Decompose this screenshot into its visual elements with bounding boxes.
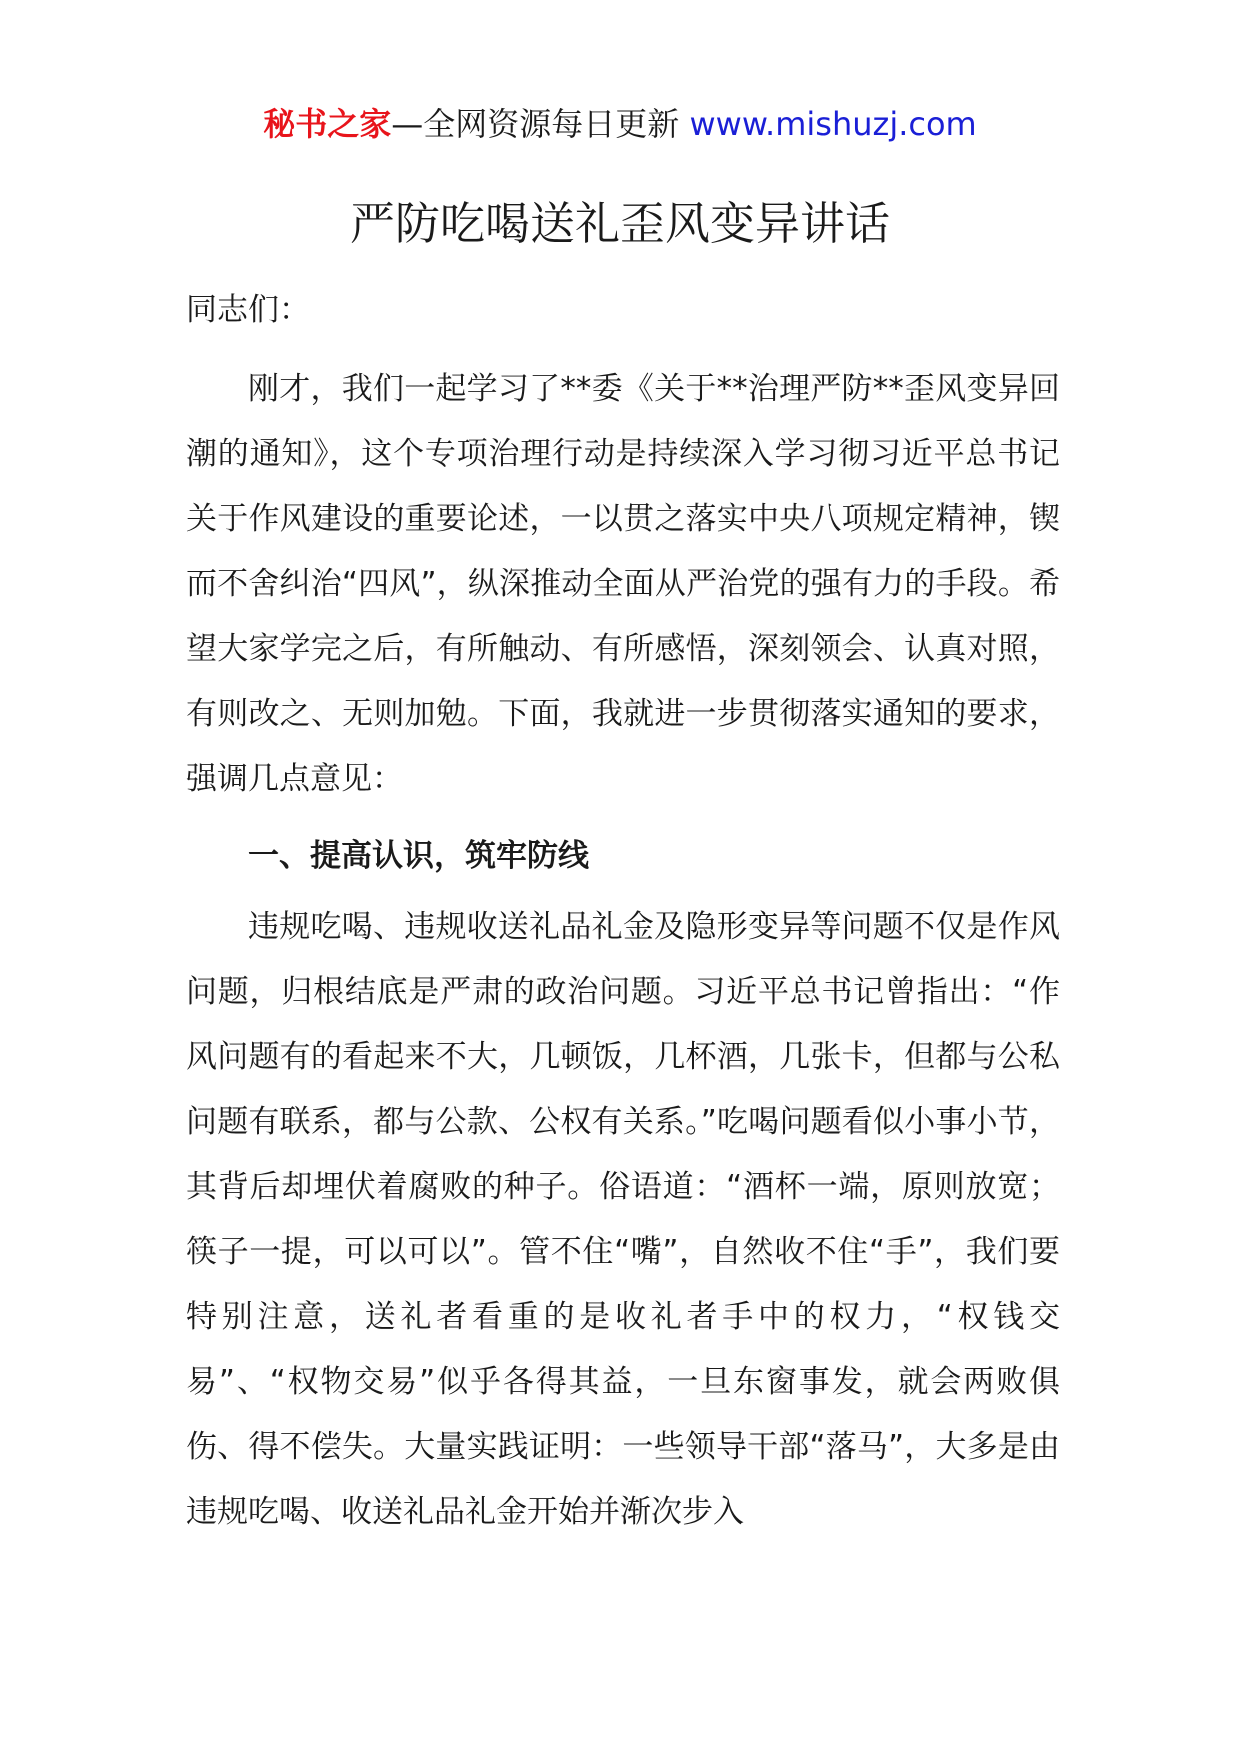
- website-link[interactable]: www.mishuzj.com: [689, 105, 977, 143]
- document-title: 严防吃喝送礼歪风变异讲话: [349, 197, 890, 250]
- section-paragraph: 违规吃喝、违规收送礼品礼金及隐形变异等问题不仅是作风问题，归根结底是严肃的政治问题。习近平总书记曾指出：“作风问题有的看起来不大，几顿饭，几杯酒，几张卡，但都与公私问题有联系，都与公款、公权有关系。”吃喝问题看似小事小节，其背后却埋伏着腐败的种子。俗语道：“酒杯一端，原则放宽；筷子一提，可以可以”。管不住“嘴”，自然收不住“手”，我们要特别注意，送礼者看重的是收礼者手中的权力，“权钱交易”、“权物交易”似乎各得其益，一旦东窗事发，就会两败俱伤、得不偿失。大量实践证明：一些领导干部“落马”，大多是由违规吃喝、收送礼品礼金开始并渐次步入: [186, 909, 1060, 1530]
- brand-name: 秘书之家: [263, 105, 392, 143]
- intro-paragraph: 刚才，我们一起学习了**委《关于**治理严防**歪风变异回潮的通知》，这个专项治理行动是持续深入学习彻习近平总书记关于作风建设的重要论述，一以贯之落实中央八项规定精神，锲而不舍纠治“四风”，纵深推动全面从严治党的强有力的手段。希望大家学完之后，有所触动、有所感悟，深刻领会、认真对照，有则改之、无则加勉。下面，我就进一步贯彻落实通知的要求，强调几点意见：: [186, 371, 1060, 797]
- salutation: 同志们：: [186, 292, 310, 328]
- page-header: [0, 98, 1240, 150]
- header-tagline: —全网资源每日更新: [391, 105, 690, 143]
- document-body: [186, 278, 1060, 1545]
- section-heading: 一、提高认识，筑牢防线: [248, 838, 589, 874]
